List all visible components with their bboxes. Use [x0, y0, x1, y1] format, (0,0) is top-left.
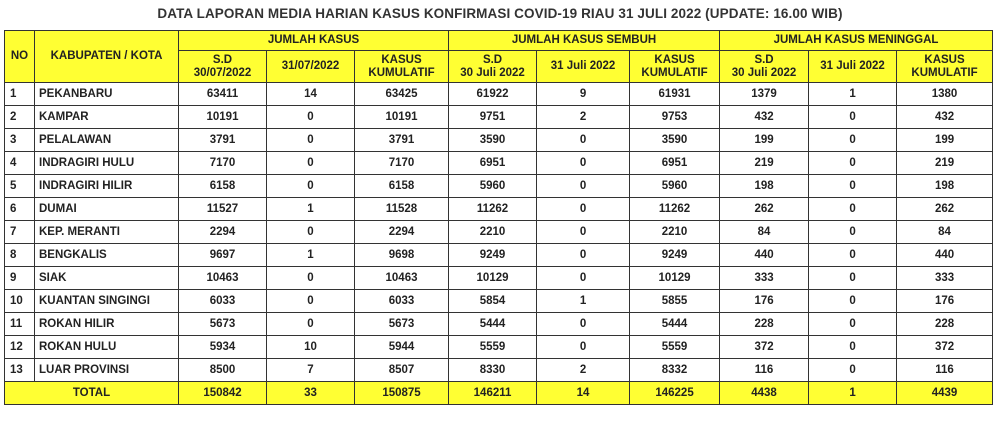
- data-cell: 0: [809, 267, 897, 290]
- data-cell: 0: [809, 221, 897, 244]
- data-cell: 432: [897, 106, 993, 129]
- total-cell: 14: [537, 382, 630, 405]
- data-cell: 176: [720, 290, 809, 313]
- table-row: [5, 198, 993, 221]
- data-cell: 176: [897, 290, 993, 313]
- row-number: 4: [5, 152, 35, 175]
- data-cell: 0: [809, 336, 897, 359]
- region-name: DUMAI: [35, 198, 179, 221]
- header-kasus-sd: S.D 30/07/2022: [179, 51, 267, 83]
- data-cell: 11262: [449, 198, 537, 221]
- table-row: [5, 175, 993, 198]
- region-name: KUANTAN SINGINGI: [35, 290, 179, 313]
- data-cell: 1: [537, 290, 630, 313]
- row-number: 13: [5, 359, 35, 382]
- row-number: 7: [5, 221, 35, 244]
- data-cell: 6951: [630, 152, 720, 175]
- data-cell: 0: [267, 175, 355, 198]
- data-cell: 9: [537, 83, 630, 106]
- data-cell: 3791: [355, 129, 449, 152]
- total-cell: 150842: [179, 382, 267, 405]
- data-cell: 9698: [355, 244, 449, 267]
- header-kasus-kumulatif: KASUS KUMULATIF: [355, 51, 449, 83]
- data-cell: 10: [267, 336, 355, 359]
- data-cell: 0: [809, 152, 897, 175]
- row-number: 5: [5, 175, 35, 198]
- header-sembuh-kumulatif: KASUS KUMULATIF: [630, 51, 720, 83]
- data-cell: 0: [809, 198, 897, 221]
- data-cell: 0: [809, 290, 897, 313]
- table-row: [5, 313, 993, 336]
- header-kabupaten: KABUPATEN / KOTA: [35, 31, 179, 83]
- covid-data-table: [4, 30, 993, 405]
- data-cell: 333: [720, 267, 809, 290]
- data-cell: 198: [897, 175, 993, 198]
- data-cell: 0: [267, 129, 355, 152]
- data-cell: 2294: [355, 221, 449, 244]
- data-cell: 1: [267, 244, 355, 267]
- data-cell: 8330: [449, 359, 537, 382]
- data-cell: 6158: [355, 175, 449, 198]
- total-cell: 4439: [897, 382, 993, 405]
- data-cell: 0: [267, 106, 355, 129]
- table-row: [5, 83, 993, 106]
- data-cell: 432: [720, 106, 809, 129]
- data-cell: 372: [897, 336, 993, 359]
- report-title: DATA LAPORAN MEDIA HARIAN KASUS KONFIRMASI COVID-19 RIAU 31 JULI 2022 (UPDATE: 16.00 WIB): [157, 6, 843, 21]
- data-cell: 440: [897, 244, 993, 267]
- data-cell: 61922: [449, 83, 537, 106]
- data-cell: 5960: [449, 175, 537, 198]
- row-number: 11: [5, 313, 35, 336]
- data-cell: 63411: [179, 83, 267, 106]
- data-cell: 5559: [630, 336, 720, 359]
- data-cell: 9249: [449, 244, 537, 267]
- row-number: 3: [5, 129, 35, 152]
- region-name: INDRAGIRI HULU: [35, 152, 179, 175]
- data-cell: 3590: [449, 129, 537, 152]
- data-cell: 0: [537, 221, 630, 244]
- table-row: [5, 129, 993, 152]
- data-cell: 5444: [449, 313, 537, 336]
- data-cell: 0: [809, 129, 897, 152]
- data-cell: 0: [809, 106, 897, 129]
- data-cell: 219: [720, 152, 809, 175]
- data-cell: 0: [537, 198, 630, 221]
- data-cell: 8500: [179, 359, 267, 382]
- data-cell: 5934: [179, 336, 267, 359]
- data-cell: 5960: [630, 175, 720, 198]
- data-cell: 0: [267, 152, 355, 175]
- table-row: [5, 267, 993, 290]
- table-row: [5, 244, 993, 267]
- data-cell: 5444: [630, 313, 720, 336]
- total-cell: 4438: [720, 382, 809, 405]
- table-row: [5, 336, 993, 359]
- data-cell: 5559: [449, 336, 537, 359]
- data-cell: 84: [897, 221, 993, 244]
- header-meninggal-sd: S.D 30 Juli 2022: [720, 51, 809, 83]
- data-cell: 1379: [720, 83, 809, 106]
- table-row: [5, 152, 993, 175]
- data-cell: 0: [809, 359, 897, 382]
- data-cell: 61931: [630, 83, 720, 106]
- data-cell: 116: [720, 359, 809, 382]
- header-jumlah-meninggal: JUMLAH KASUS MENINGGAL: [720, 31, 993, 51]
- data-cell: 199: [720, 129, 809, 152]
- header-no: NO: [5, 31, 35, 83]
- data-cell: 84: [720, 221, 809, 244]
- total-cell: 146225: [630, 382, 720, 405]
- data-cell: 2: [537, 359, 630, 382]
- data-cell: 2210: [449, 221, 537, 244]
- data-cell: 7: [267, 359, 355, 382]
- data-cell: 8332: [630, 359, 720, 382]
- row-number: 10: [5, 290, 35, 313]
- data-cell: 3791: [179, 129, 267, 152]
- header-sembuh-sd: S.D 30 Juli 2022: [449, 51, 537, 83]
- data-cell: 11262: [630, 198, 720, 221]
- total-cell: 1: [809, 382, 897, 405]
- total-cell: 33: [267, 382, 355, 405]
- data-cell: 0: [809, 175, 897, 198]
- data-cell: 0: [537, 336, 630, 359]
- data-cell: 5855: [630, 290, 720, 313]
- table-row: [5, 221, 993, 244]
- header-row-groups: [5, 31, 993, 51]
- row-number: 8: [5, 244, 35, 267]
- data-cell: 0: [809, 313, 897, 336]
- data-cell: 116: [897, 359, 993, 382]
- data-cell: 0: [537, 267, 630, 290]
- data-cell: 0: [267, 290, 355, 313]
- data-cell: 11527: [179, 198, 267, 221]
- data-cell: 198: [720, 175, 809, 198]
- data-cell: 3590: [630, 129, 720, 152]
- total-cell: 146211: [449, 382, 537, 405]
- data-cell: 11528: [355, 198, 449, 221]
- total-row: [5, 382, 993, 405]
- total-cell: 150875: [355, 382, 449, 405]
- data-cell: 262: [897, 198, 993, 221]
- region-name: INDRAGIRI HILIR: [35, 175, 179, 198]
- row-number: 9: [5, 267, 35, 290]
- data-cell: 0: [267, 267, 355, 290]
- data-cell: 0: [267, 313, 355, 336]
- data-cell: 0: [267, 221, 355, 244]
- data-cell: 10463: [355, 267, 449, 290]
- data-cell: 10463: [179, 267, 267, 290]
- data-cell: 6033: [355, 290, 449, 313]
- header-kasus-today: 31/07/2022: [267, 51, 355, 83]
- data-cell: 5673: [355, 313, 449, 336]
- row-number: 6: [5, 198, 35, 221]
- row-number: 2: [5, 106, 35, 129]
- data-cell: 9751: [449, 106, 537, 129]
- data-cell: 9753: [630, 106, 720, 129]
- region-name: ROKAN HULU: [35, 336, 179, 359]
- data-cell: 10129: [630, 267, 720, 290]
- table-row: [5, 290, 993, 313]
- data-cell: 0: [537, 244, 630, 267]
- data-cell: 7170: [179, 152, 267, 175]
- region-name: LUAR PROVINSI: [35, 359, 179, 382]
- header-jumlah-sembuh: JUMLAH KASUS SEMBUH: [449, 31, 720, 51]
- region-name: KEP. MERANTI: [35, 221, 179, 244]
- data-cell: 228: [720, 313, 809, 336]
- header-meninggal-today: 31 Juli 2022: [809, 51, 897, 83]
- data-cell: 228: [897, 313, 993, 336]
- data-cell: 5854: [449, 290, 537, 313]
- data-cell: 9249: [630, 244, 720, 267]
- data-cell: 10129: [449, 267, 537, 290]
- header-sembuh-today: 31 Juli 2022: [537, 51, 630, 83]
- data-cell: 7170: [355, 152, 449, 175]
- data-cell: 9697: [179, 244, 267, 267]
- data-cell: 10191: [355, 106, 449, 129]
- region-name: PELALAWAN: [35, 129, 179, 152]
- data-cell: 8507: [355, 359, 449, 382]
- data-cell: 10191: [179, 106, 267, 129]
- header-meninggal-kumulatif: KASUS KUMULATIF: [897, 51, 993, 83]
- data-cell: 2294: [179, 221, 267, 244]
- data-cell: 6951: [449, 152, 537, 175]
- row-number: 1: [5, 83, 35, 106]
- table-row: [5, 106, 993, 129]
- data-cell: 199: [897, 129, 993, 152]
- data-cell: 5944: [355, 336, 449, 359]
- data-cell: 1380: [897, 83, 993, 106]
- data-cell: 0: [537, 313, 630, 336]
- data-cell: 63425: [355, 83, 449, 106]
- data-cell: 219: [897, 152, 993, 175]
- data-cell: 0: [537, 129, 630, 152]
- data-cell: 440: [720, 244, 809, 267]
- data-cell: 0: [537, 175, 630, 198]
- table-row: [5, 359, 993, 382]
- data-cell: 0: [537, 152, 630, 175]
- data-cell: 2210: [630, 221, 720, 244]
- region-name: PEKANBARU: [35, 83, 179, 106]
- row-number: 12: [5, 336, 35, 359]
- data-cell: 2: [537, 106, 630, 129]
- data-cell: 0: [809, 244, 897, 267]
- data-cell: 262: [720, 198, 809, 221]
- data-cell: 6033: [179, 290, 267, 313]
- region-name: ROKAN HILIR: [35, 313, 179, 336]
- header-jumlah-kasus: JUMLAH KASUS: [179, 31, 449, 51]
- region-name: KAMPAR: [35, 106, 179, 129]
- data-cell: 1: [809, 83, 897, 106]
- data-cell: 372: [720, 336, 809, 359]
- region-name: SIAK: [35, 267, 179, 290]
- data-cell: 5673: [179, 313, 267, 336]
- region-name: BENGKALIS: [35, 244, 179, 267]
- data-cell: 333: [897, 267, 993, 290]
- data-cell: 6158: [179, 175, 267, 198]
- data-cell: 14: [267, 83, 355, 106]
- data-cell: 1: [267, 198, 355, 221]
- total-label: TOTAL: [5, 382, 179, 405]
- table-body: [5, 83, 993, 382]
